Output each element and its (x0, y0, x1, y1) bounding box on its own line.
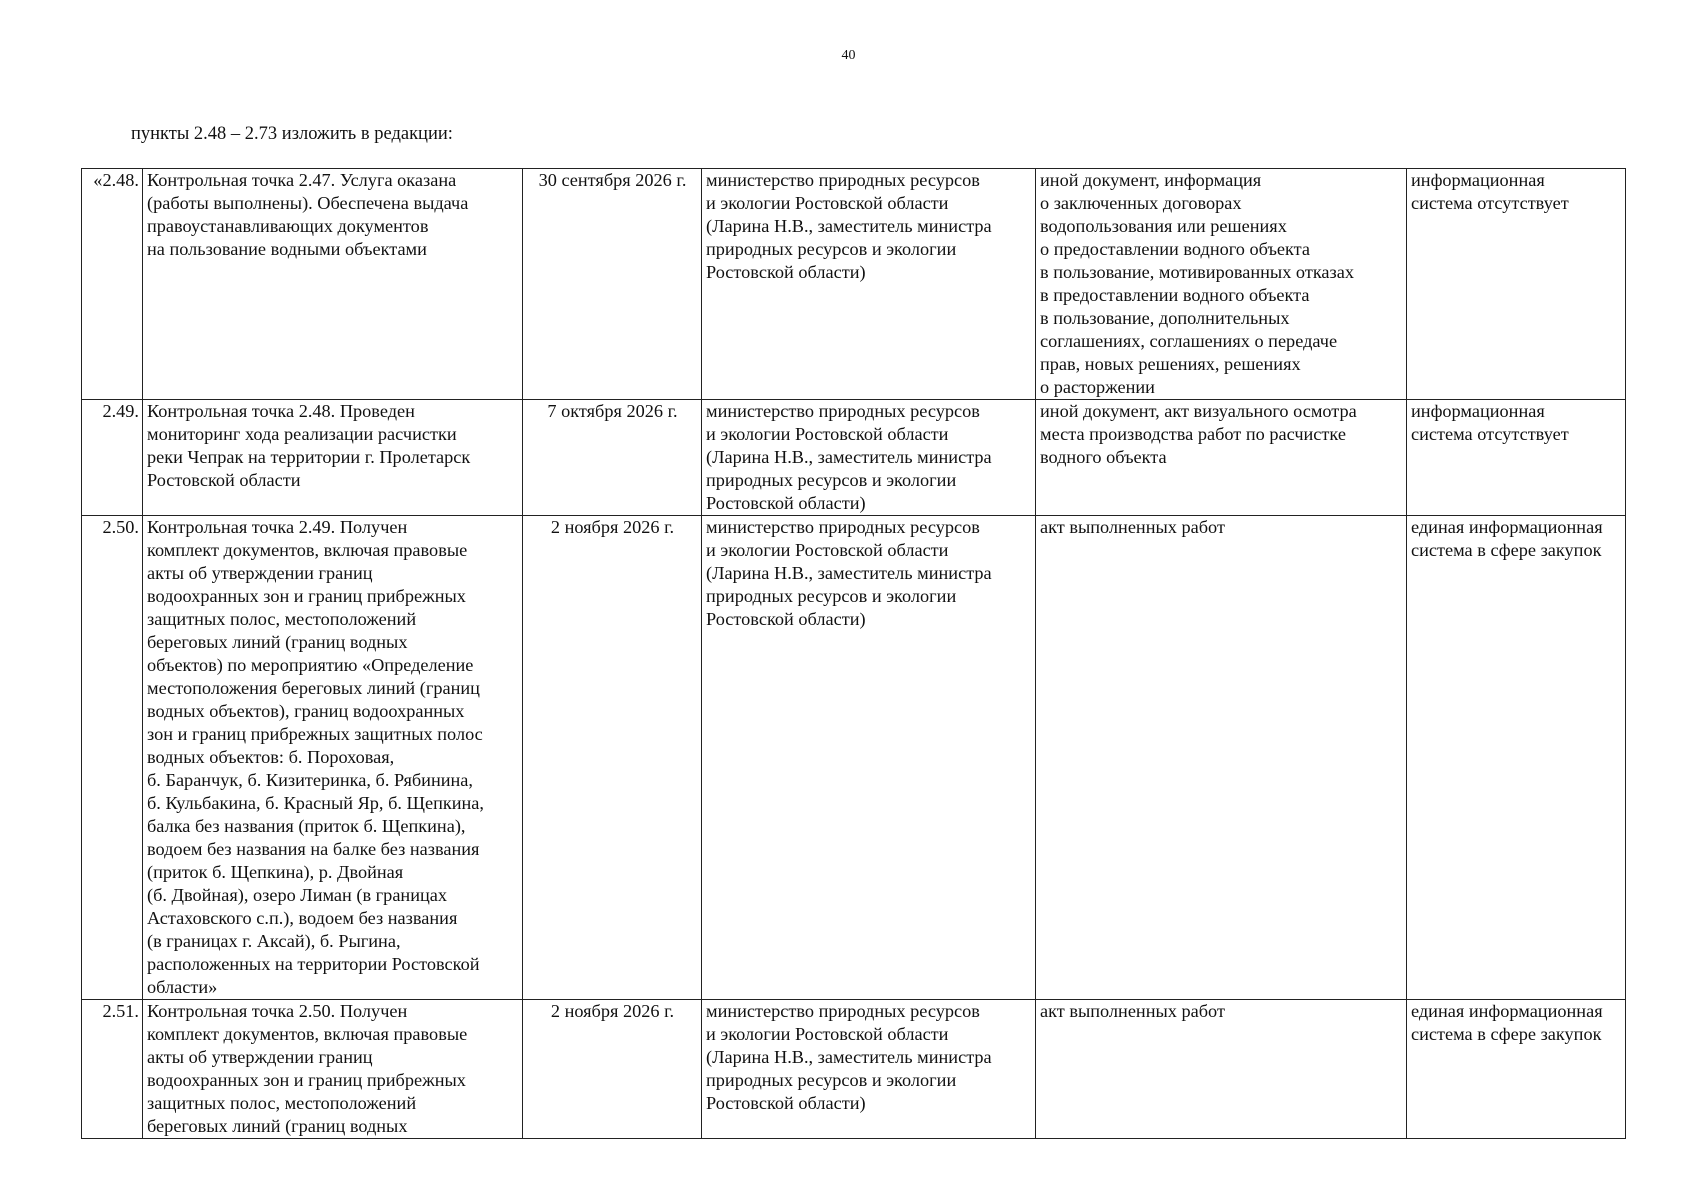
row-number: 2.49. (82, 400, 143, 516)
row-document: акт выполненных работ (1036, 516, 1407, 1000)
row-document: иной документ, акт визуального осмотра места производства работ по расчистке водного объекта (1036, 400, 1407, 516)
row-responsible: министерство природных ресурсов и экологии Ростовской области (Ларина Н.В., заместитель министра природных ресурсов и экологии Ростовской области) (702, 400, 1036, 516)
row-system: информационная система отсутствует (1407, 169, 1626, 400)
row-description: Контрольная точка 2.50. Получен комплект документов, включая правовые акты об утверждении границ водоохранных зон и границ прибрежных защитных полос, местоположений береговых линий (границ водных (143, 1000, 523, 1139)
row-responsible: министерство природных ресурсов и экологии Ростовской области (Ларина Н.В., заместитель министра природных ресурсов и экологии Ростовской области) (702, 169, 1036, 400)
table-row (82, 516, 1626, 1000)
table-row (82, 1000, 1626, 1139)
page-number: 40 (841, 48, 856, 63)
row-description: Контрольная точка 2.49. Получен комплект документов, включая правовые акты об утверждении границ водоохранных зон и границ прибрежных защитных полос, местоположений береговых линий (границ водных объектов) по мероприятию «Определение местоположения береговых линий (границ водных объектов), границ водоохранных зон и границ прибрежных защитных полос водных объектов: б. Пороховая, б. Баранчук, б. Кизитеринка, б. Рябинина, б. Кульбакина, б. Красный Яр, б. Щепкина, балка без названия (приток б. Щепкина), водоем без названия на балке без названия (приток б. Щепкина), р. Двойная (б. Двойная), озеро Лиман (в границах Астаховского с.п.), водоем без названия (в границах г. Аксай), б. Рыгина, расположенных на территории Ростовской области» (143, 516, 523, 1000)
row-date: 2 ноября 2026 г. (523, 1000, 702, 1139)
row-system: информационная система отсутствует (1407, 400, 1626, 516)
row-number: 2.50. (82, 516, 143, 1000)
row-number: «2.48. (82, 169, 143, 400)
row-responsible: министерство природных ресурсов и экологии Ростовской области (Ларина Н.В., заместитель министра природных ресурсов и экологии Ростовской области) (702, 516, 1036, 1000)
row-date: 7 октября 2026 г. (523, 400, 702, 516)
row-date: 30 сентября 2026 г. (523, 169, 702, 400)
row-date: 2 ноября 2026 г. (523, 516, 702, 1000)
row-document: иной документ, информация о заключенных договорах водопользования или решениях о предоставлении водного объекта в пользование, мотивированных отказах в предоставлении водного объекта в пользование, дополнительных соглашениях, соглашениях о передаче прав, новых решениях, решениях о расторжении (1036, 169, 1407, 400)
row-document: акт выполненных работ (1036, 1000, 1407, 1139)
table-row (82, 400, 1626, 516)
row-description: Контрольная точка 2.48. Проведен мониторинг хода реализации расчистки реки Чепрак на территории г. Пролетарск Ростовской области (143, 400, 523, 516)
control-points-table (81, 168, 1626, 1139)
row-number: 2.51. (82, 1000, 143, 1139)
row-description: Контрольная точка 2.47. Услуга оказана (работы выполнены). Обеспечена выдача правоустанавливающих документов на пользование водными объектами (143, 169, 523, 400)
row-system: единая информационная система в сфере закупок (1407, 516, 1626, 1000)
row-responsible: министерство природных ресурсов и экологии Ростовской области (Ларина Н.В., заместитель министра природных ресурсов и экологии Ростовской области) (702, 1000, 1036, 1139)
row-system: единая информационная система в сфере закупок (1407, 1000, 1626, 1139)
intro-text: пункты 2.48 – 2.73 изложить в редакции: (131, 124, 453, 144)
table-row (82, 169, 1626, 400)
